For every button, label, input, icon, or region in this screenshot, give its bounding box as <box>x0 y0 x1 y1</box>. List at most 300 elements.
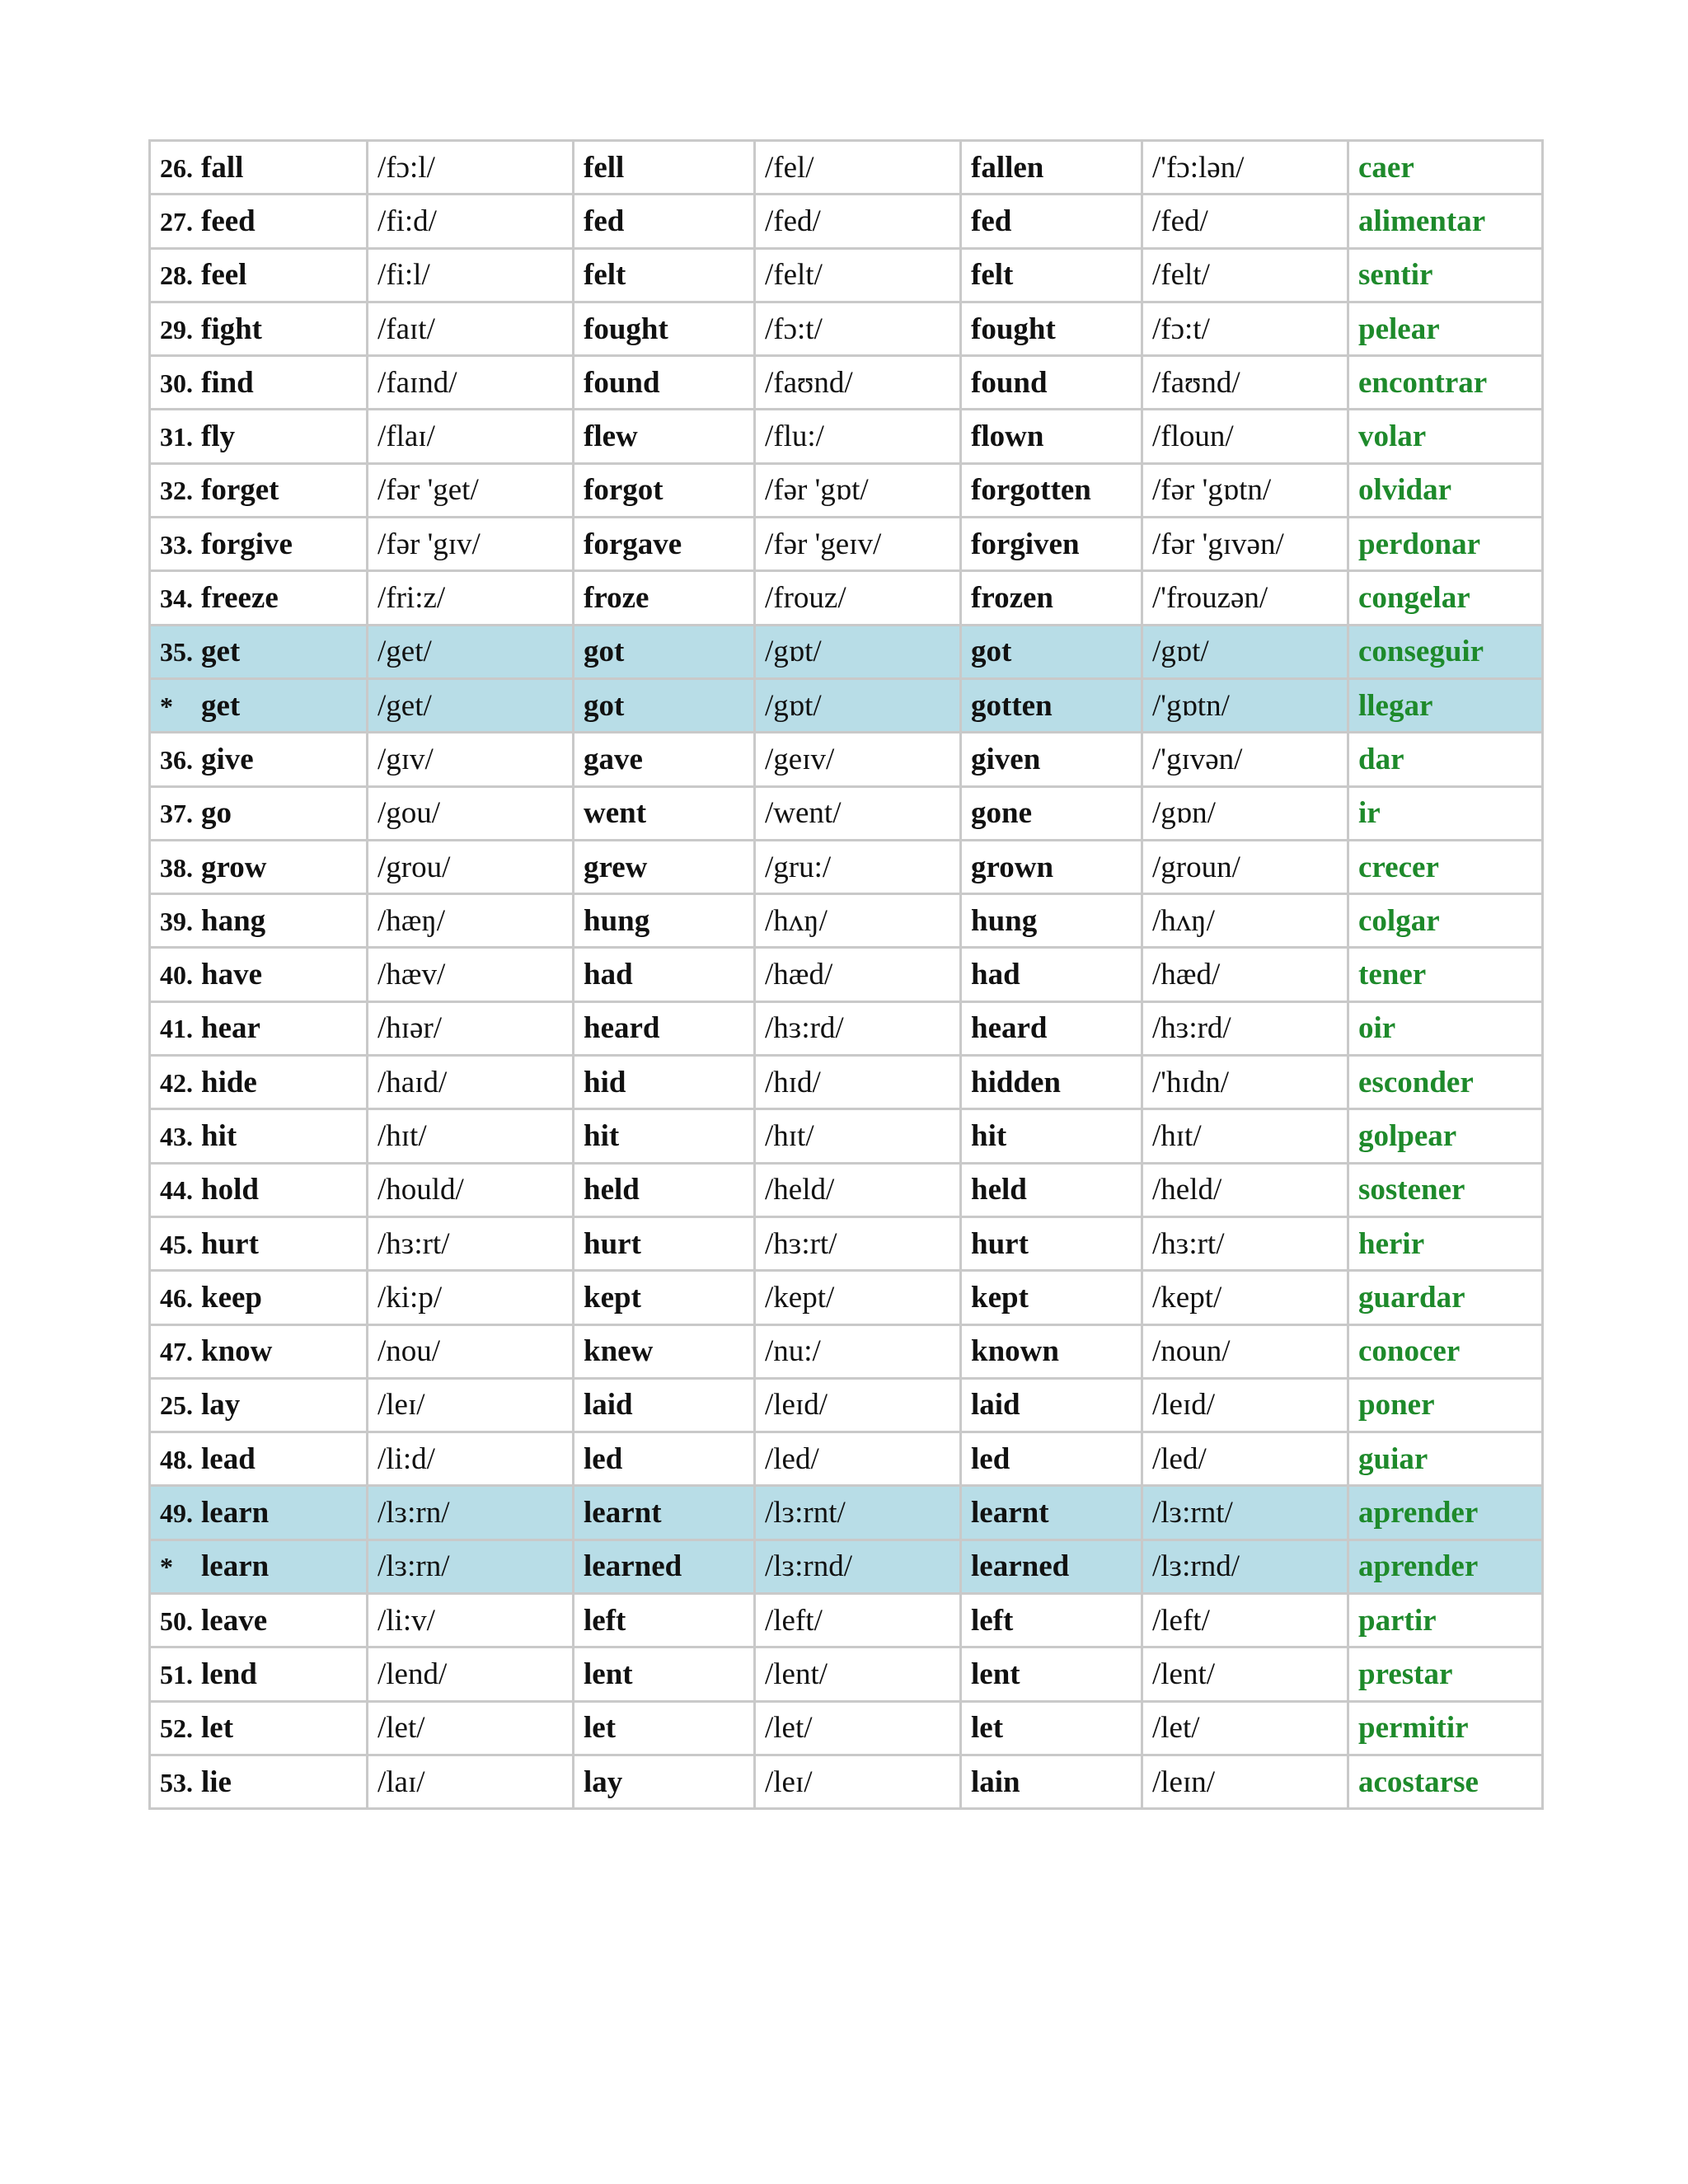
base-form-cell <box>150 1216 368 1270</box>
base-form-cell <box>150 1701 368 1755</box>
base-pronunciation-cell: /get/ <box>368 625 574 678</box>
row-number: 29. <box>160 314 193 344</box>
past-participle-cell: heard <box>961 1001 1142 1055</box>
past-pronunciation-cell: /lɜ:rnt/ <box>755 1486 961 1540</box>
participle-pronunciation-cell: /kept/ <box>1142 1271 1348 1324</box>
past-participle-cell: gone <box>961 786 1142 840</box>
past-simple-cell: hid <box>574 1056 755 1109</box>
base-form: feed <box>201 204 256 238</box>
participle-pronunciation-cell: /hɜ:rd/ <box>1142 1001 1348 1055</box>
row-number: 27. <box>160 206 193 237</box>
past-participle-cell: lain <box>961 1755 1142 1808</box>
base-form-cell <box>150 356 368 410</box>
base-pronunciation-cell: /gou/ <box>368 786 574 840</box>
spanish-translation-cell: herir <box>1348 1216 1543 1270</box>
base-form: hold <box>201 1173 259 1207</box>
past-participle-cell: forgiven <box>961 518 1142 571</box>
participle-pronunciation-cell: /hɪt/ <box>1142 1109 1348 1163</box>
base-pronunciation-cell: /li:d/ <box>368 1432 574 1486</box>
participle-pronunciation-cell: /'gɪvən/ <box>1142 733 1348 786</box>
table-row <box>150 840 1543 893</box>
past-participle-cell: fallen <box>961 141 1142 194</box>
past-participle-cell: frozen <box>961 571 1142 625</box>
past-participle-cell: felt <box>961 248 1142 302</box>
past-simple-cell: grew <box>574 840 755 893</box>
past-participle-cell: grown <box>961 840 1142 893</box>
past-pronunciation-cell: /hɜ:rd/ <box>755 1001 961 1055</box>
participle-pronunciation-cell: /floun/ <box>1142 410 1348 463</box>
spanish-translation-cell: colgar <box>1348 894 1543 948</box>
base-form-cell <box>150 1324 368 1378</box>
participle-pronunciation-cell: /'gɒtn/ <box>1142 678 1348 732</box>
base-form: leave <box>201 1603 268 1638</box>
row-number: 35. <box>160 637 193 668</box>
row-number: * <box>160 691 173 721</box>
row-number: 46. <box>160 1282 193 1313</box>
past-pronunciation-cell: /nu:/ <box>755 1324 961 1378</box>
base-form: get <box>201 688 241 723</box>
table-row <box>150 410 1543 463</box>
base-form: freeze <box>201 581 279 616</box>
participle-pronunciation-cell: /'hɪdn/ <box>1142 1056 1348 1109</box>
past-pronunciation-cell: /fər 'gɒt/ <box>755 463 961 517</box>
past-simple-cell: left <box>574 1594 755 1647</box>
past-participle-cell: gotten <box>961 678 1142 732</box>
base-form: lay <box>201 1388 241 1422</box>
spanish-translation-cell: aprender <box>1348 1486 1543 1540</box>
row-number: 32. <box>160 476 193 506</box>
past-pronunciation-cell: /held/ <box>755 1163 961 1216</box>
past-pronunciation-cell: /felt/ <box>755 248 961 302</box>
table-row <box>150 1486 1543 1540</box>
row-number: 25. <box>160 1390 193 1421</box>
base-form-cell <box>150 1540 368 1593</box>
participle-pronunciation-cell: /lɜ:rnt/ <box>1142 1486 1348 1540</box>
past-simple-cell: lent <box>574 1647 755 1701</box>
past-simple-cell: gave <box>574 733 755 786</box>
table-row <box>150 1163 1543 1216</box>
past-pronunciation-cell: /gɒt/ <box>755 678 961 732</box>
table-row <box>150 194 1543 248</box>
past-simple-cell: forgot <box>574 463 755 517</box>
row-number: 34. <box>160 583 193 614</box>
spanish-translation-cell: sentir <box>1348 248 1543 302</box>
row-number: 43. <box>160 1121 193 1151</box>
irregular-verbs-table <box>148 139 1544 1810</box>
base-form-cell <box>150 410 368 463</box>
base-form: hang <box>201 903 266 938</box>
table-row <box>150 1755 1543 1808</box>
table-row <box>150 1001 1543 1055</box>
past-pronunciation-cell: /gru:/ <box>755 840 961 893</box>
spanish-translation-cell: olvidar <box>1348 463 1543 517</box>
base-form-cell <box>150 302 368 355</box>
row-number: 26. <box>160 152 193 183</box>
past-simple-cell: had <box>574 948 755 1001</box>
past-participle-cell: hurt <box>961 1216 1142 1270</box>
past-pronunciation-cell: /went/ <box>755 786 961 840</box>
base-pronunciation-cell: /fɔ:l/ <box>368 141 574 194</box>
past-pronunciation-cell: /hʌŋ/ <box>755 894 961 948</box>
base-form: fall <box>201 150 244 185</box>
participle-pronunciation-cell: /lent/ <box>1142 1647 1348 1701</box>
past-participle-cell: learnt <box>961 1486 1142 1540</box>
base-form: let <box>201 1711 234 1746</box>
past-simple-cell: learnt <box>574 1486 755 1540</box>
base-form: lead <box>201 1441 256 1476</box>
table-row <box>150 463 1543 517</box>
base-form-cell <box>150 894 368 948</box>
past-simple-cell: fought <box>574 302 755 355</box>
table-row <box>150 1594 1543 1647</box>
participle-pronunciation-cell: /hæd/ <box>1142 948 1348 1001</box>
base-pronunciation-cell: /let/ <box>368 1701 574 1755</box>
row-number: 49. <box>160 1498 193 1529</box>
base-form-cell <box>150 1109 368 1163</box>
past-pronunciation-cell: /hɪd/ <box>755 1056 961 1109</box>
base-form: learn <box>201 1549 270 1584</box>
base-form-cell <box>150 1056 368 1109</box>
base-form: hit <box>201 1118 237 1153</box>
participle-pronunciation-cell: /hɜ:rt/ <box>1142 1216 1348 1270</box>
spanish-translation-cell: poner <box>1348 1378 1543 1432</box>
base-pronunciation-cell: /flaɪ/ <box>368 410 574 463</box>
base-form-cell <box>150 786 368 840</box>
past-simple-cell: let <box>574 1701 755 1755</box>
row-number: 30. <box>160 368 193 398</box>
base-pronunciation-cell: /laɪ/ <box>368 1755 574 1808</box>
past-participle-cell: given <box>961 733 1142 786</box>
base-form-cell <box>150 194 368 248</box>
past-participle-cell: held <box>961 1163 1142 1216</box>
row-number: 33. <box>160 529 193 560</box>
table-row <box>150 518 1543 571</box>
base-form: grow <box>201 850 267 884</box>
past-participle-cell: learned <box>961 1540 1142 1593</box>
past-participle-cell: kept <box>961 1271 1142 1324</box>
base-form: have <box>201 958 262 992</box>
participle-pronunciation-cell: /fɔ:t/ <box>1142 302 1348 355</box>
past-pronunciation-cell: /fər 'geɪv/ <box>755 518 961 571</box>
past-pronunciation-cell: /led/ <box>755 1432 961 1486</box>
participle-pronunciation-cell: /faʊnd/ <box>1142 356 1348 410</box>
participle-pronunciation-cell: /fər 'gɒtn/ <box>1142 463 1348 517</box>
base-pronunciation-cell: /leɪ/ <box>368 1378 574 1432</box>
base-form-cell <box>150 1271 368 1324</box>
row-number: 42. <box>160 1067 193 1098</box>
spanish-translation-cell: oir <box>1348 1001 1543 1055</box>
past-participle-cell: hung <box>961 894 1142 948</box>
past-pronunciation-cell: /flu:/ <box>755 410 961 463</box>
past-simple-cell: held <box>574 1163 755 1216</box>
past-participle-cell: led <box>961 1432 1142 1486</box>
row-number: 36. <box>160 744 193 775</box>
row-number: 45. <box>160 1229 193 1259</box>
past-participle-cell: found <box>961 356 1142 410</box>
past-participle-cell: lent <box>961 1647 1142 1701</box>
past-pronunciation-cell: /lɜ:rnd/ <box>755 1540 961 1593</box>
participle-pronunciation-cell: /let/ <box>1142 1701 1348 1755</box>
past-pronunciation-cell: /gɒt/ <box>755 625 961 678</box>
spanish-translation-cell: esconder <box>1348 1056 1543 1109</box>
table-row <box>150 571 1543 625</box>
past-pronunciation-cell: /kept/ <box>755 1271 961 1324</box>
past-simple-cell: heard <box>574 1001 755 1055</box>
spanish-translation-cell: volar <box>1348 410 1543 463</box>
past-participle-cell: let <box>961 1701 1142 1755</box>
spanish-translation-cell: guardar <box>1348 1271 1543 1324</box>
base-form: fight <box>201 312 262 346</box>
participle-pronunciation-cell: /gɒn/ <box>1142 786 1348 840</box>
table-row <box>150 356 1543 410</box>
base-pronunciation-cell: /hɪt/ <box>368 1109 574 1163</box>
table-row <box>150 948 1543 1001</box>
past-simple-cell: fell <box>574 141 755 194</box>
past-simple-cell: found <box>574 356 755 410</box>
base-pronunciation-cell: /fri:z/ <box>368 571 574 625</box>
base-form: hear <box>201 1011 260 1046</box>
spanish-translation-cell: llegar <box>1348 678 1543 732</box>
participle-pronunciation-cell: /fed/ <box>1142 194 1348 248</box>
table-row <box>150 1056 1543 1109</box>
past-simple-cell: learned <box>574 1540 755 1593</box>
base-form-cell <box>150 141 368 194</box>
past-simple-cell: laid <box>574 1378 755 1432</box>
base-pronunciation-cell: /fər 'get/ <box>368 463 574 517</box>
participle-pronunciation-cell: /groun/ <box>1142 840 1348 893</box>
spanish-translation-cell: golpear <box>1348 1109 1543 1163</box>
base-pronunciation-cell: /lɜ:rn/ <box>368 1486 574 1540</box>
base-pronunciation-cell: /ki:p/ <box>368 1271 574 1324</box>
past-participle-cell: laid <box>961 1378 1142 1432</box>
base-form: keep <box>201 1280 262 1315</box>
spanish-translation-cell: crecer <box>1348 840 1543 893</box>
base-form-cell <box>150 248 368 302</box>
past-participle-cell: hit <box>961 1109 1142 1163</box>
row-number: 48. <box>160 1444 193 1474</box>
base-pronunciation-cell: /hæv/ <box>368 948 574 1001</box>
spanish-translation-cell: prestar <box>1348 1647 1543 1701</box>
base-pronunciation-cell: /lɜ:rn/ <box>368 1540 574 1593</box>
spanish-translation-cell: pelear <box>1348 302 1543 355</box>
spanish-translation-cell: aprender <box>1348 1540 1543 1593</box>
base-form-cell <box>150 1378 368 1432</box>
base-pronunciation-cell: /nou/ <box>368 1324 574 1378</box>
row-number: 47. <box>160 1337 193 1367</box>
base-pronunciation-cell: /hould/ <box>368 1163 574 1216</box>
base-form: hide <box>201 1065 257 1099</box>
table-row <box>150 1216 1543 1270</box>
base-form-cell <box>150 625 368 678</box>
spanish-translation-cell: encontrar <box>1348 356 1543 410</box>
participle-pronunciation-cell: /held/ <box>1142 1163 1348 1216</box>
table-row <box>150 1378 1543 1432</box>
table-row <box>150 1432 1543 1486</box>
base-pronunciation-cell: /haɪd/ <box>368 1056 574 1109</box>
row-number: 38. <box>160 852 193 883</box>
past-pronunciation-cell: /hæd/ <box>755 948 961 1001</box>
past-participle-cell: got <box>961 625 1142 678</box>
past-pronunciation-cell: /geɪv/ <box>755 733 961 786</box>
base-form: give <box>201 742 254 776</box>
past-simple-cell: froze <box>574 571 755 625</box>
base-pronunciation-cell: /fər 'gɪv/ <box>368 518 574 571</box>
base-form-cell <box>150 733 368 786</box>
past-simple-cell: flew <box>574 410 755 463</box>
table-row <box>150 894 1543 948</box>
past-participle-cell: flown <box>961 410 1142 463</box>
base-pronunciation-cell: /faɪt/ <box>368 302 574 355</box>
spanish-translation-cell: conseguir <box>1348 625 1543 678</box>
base-form: hurt <box>201 1226 259 1261</box>
past-simple-cell: hurt <box>574 1216 755 1270</box>
table-row <box>150 1109 1543 1163</box>
past-simple-cell: hung <box>574 894 755 948</box>
table-row <box>150 248 1543 302</box>
spanish-translation-cell: dar <box>1348 733 1543 786</box>
base-form-cell <box>150 1594 368 1647</box>
past-pronunciation-cell: /frouz/ <box>755 571 961 625</box>
participle-pronunciation-cell: /hʌŋ/ <box>1142 894 1348 948</box>
table-row <box>150 141 1543 194</box>
base-pronunciation-cell: /hɜ:rt/ <box>368 1216 574 1270</box>
base-pronunciation-cell: /fi:d/ <box>368 194 574 248</box>
spanish-translation-cell: permitir <box>1348 1701 1543 1755</box>
base-form: know <box>201 1334 273 1369</box>
row-number: 53. <box>160 1767 193 1797</box>
past-pronunciation-cell: /fɔ:t/ <box>755 302 961 355</box>
participle-pronunciation-cell: /noun/ <box>1142 1324 1348 1378</box>
past-participle-cell: left <box>961 1594 1142 1647</box>
base-form-cell <box>150 463 368 517</box>
base-pronunciation-cell: /hæŋ/ <box>368 894 574 948</box>
base-form-cell <box>150 1486 368 1540</box>
table-row <box>150 1271 1543 1324</box>
past-pronunciation-cell: /hɜ:rt/ <box>755 1216 961 1270</box>
participle-pronunciation-cell: /'frouzən/ <box>1142 571 1348 625</box>
participle-pronunciation-cell: /leɪd/ <box>1142 1378 1348 1432</box>
row-number: * <box>160 1552 173 1582</box>
spanish-translation-cell: sostener <box>1348 1163 1543 1216</box>
past-simple-cell: got <box>574 625 755 678</box>
past-participle-cell: had <box>961 948 1142 1001</box>
participle-pronunciation-cell: /lɜ:rnd/ <box>1142 1540 1348 1593</box>
base-form-cell <box>150 1001 368 1055</box>
base-pronunciation-cell: /li:v/ <box>368 1594 574 1647</box>
base-form: lie <box>201 1765 232 1799</box>
past-participle-cell: known <box>961 1324 1142 1378</box>
base-form-cell <box>150 840 368 893</box>
table-row <box>150 678 1543 732</box>
past-simple-cell: felt <box>574 248 755 302</box>
base-form: find <box>201 365 254 400</box>
table-row <box>150 1540 1543 1593</box>
table-row <box>150 786 1543 840</box>
participle-pronunciation-cell: /led/ <box>1142 1432 1348 1486</box>
past-simple-cell: fed <box>574 194 755 248</box>
table-row <box>150 1701 1543 1755</box>
table-row <box>150 1647 1543 1701</box>
past-pronunciation-cell: /let/ <box>755 1701 961 1755</box>
base-form-cell <box>150 1432 368 1486</box>
base-form: go <box>201 796 232 831</box>
row-number: 40. <box>160 960 193 991</box>
spanish-translation-cell: congelar <box>1348 571 1543 625</box>
participle-pronunciation-cell: /fər 'gɪvən/ <box>1142 518 1348 571</box>
row-number: 52. <box>160 1713 193 1744</box>
past-simple-cell: hit <box>574 1109 755 1163</box>
base-pronunciation-cell: /grou/ <box>368 840 574 893</box>
base-form: fly <box>201 419 236 454</box>
past-pronunciation-cell: /lent/ <box>755 1647 961 1701</box>
row-number: 50. <box>160 1605 193 1636</box>
row-number: 31. <box>160 422 193 452</box>
table-body <box>150 141 1543 1809</box>
past-participle-cell: forgotten <box>961 463 1142 517</box>
table-row <box>150 625 1543 678</box>
participle-pronunciation-cell: /leɪn/ <box>1142 1755 1348 1808</box>
spanish-translation-cell: caer <box>1348 141 1543 194</box>
participle-pronunciation-cell: /'fɔ:lən/ <box>1142 141 1348 194</box>
past-pronunciation-cell: /left/ <box>755 1594 961 1647</box>
spanish-translation-cell: ir <box>1348 786 1543 840</box>
past-simple-cell: knew <box>574 1324 755 1378</box>
past-simple-cell: went <box>574 786 755 840</box>
past-simple-cell: lay <box>574 1755 755 1808</box>
base-form-cell <box>150 1755 368 1808</box>
past-pronunciation-cell: /hɪt/ <box>755 1109 961 1163</box>
spanish-translation-cell: alimentar <box>1348 194 1543 248</box>
base-form: learn <box>201 1496 270 1530</box>
table-row <box>150 302 1543 355</box>
past-pronunciation-cell: /fel/ <box>755 141 961 194</box>
spanish-translation-cell: acostarse <box>1348 1755 1543 1808</box>
spanish-translation-cell: guiar <box>1348 1432 1543 1486</box>
base-form: lend <box>201 1657 257 1691</box>
past-participle-cell: fed <box>961 194 1142 248</box>
row-number: 39. <box>160 906 193 936</box>
base-form: feel <box>201 258 247 293</box>
past-simple-cell: got <box>574 678 755 732</box>
spanish-translation-cell: partir <box>1348 1594 1543 1647</box>
base-form: forgive <box>201 527 293 561</box>
base-form-cell <box>150 1647 368 1701</box>
spanish-translation-cell: perdonar <box>1348 518 1543 571</box>
table-row <box>150 1324 1543 1378</box>
past-pronunciation-cell: /leɪ/ <box>755 1755 961 1808</box>
base-form-cell <box>150 1163 368 1216</box>
row-number: 28. <box>160 260 193 291</box>
base-form-cell <box>150 571 368 625</box>
row-number: 44. <box>160 1175 193 1206</box>
spanish-translation-cell: conocer <box>1348 1324 1543 1378</box>
base-pronunciation-cell: /hɪər/ <box>368 1001 574 1055</box>
base-form: forget <box>201 473 279 508</box>
base-pronunciation-cell: /fi:l/ <box>368 248 574 302</box>
base-pronunciation-cell: /gɪv/ <box>368 733 574 786</box>
past-simple-cell: forgave <box>574 518 755 571</box>
past-pronunciation-cell: /faʊnd/ <box>755 356 961 410</box>
past-pronunciation-cell: /leɪd/ <box>755 1378 961 1432</box>
table-row <box>150 733 1543 786</box>
past-participle-cell: hidden <box>961 1056 1142 1109</box>
base-form-cell <box>150 518 368 571</box>
past-simple-cell: kept <box>574 1271 755 1324</box>
spanish-translation-cell: tener <box>1348 948 1543 1001</box>
row-number: 51. <box>160 1659 193 1690</box>
past-simple-cell: led <box>574 1432 755 1486</box>
base-pronunciation-cell: /faɪnd/ <box>368 356 574 410</box>
